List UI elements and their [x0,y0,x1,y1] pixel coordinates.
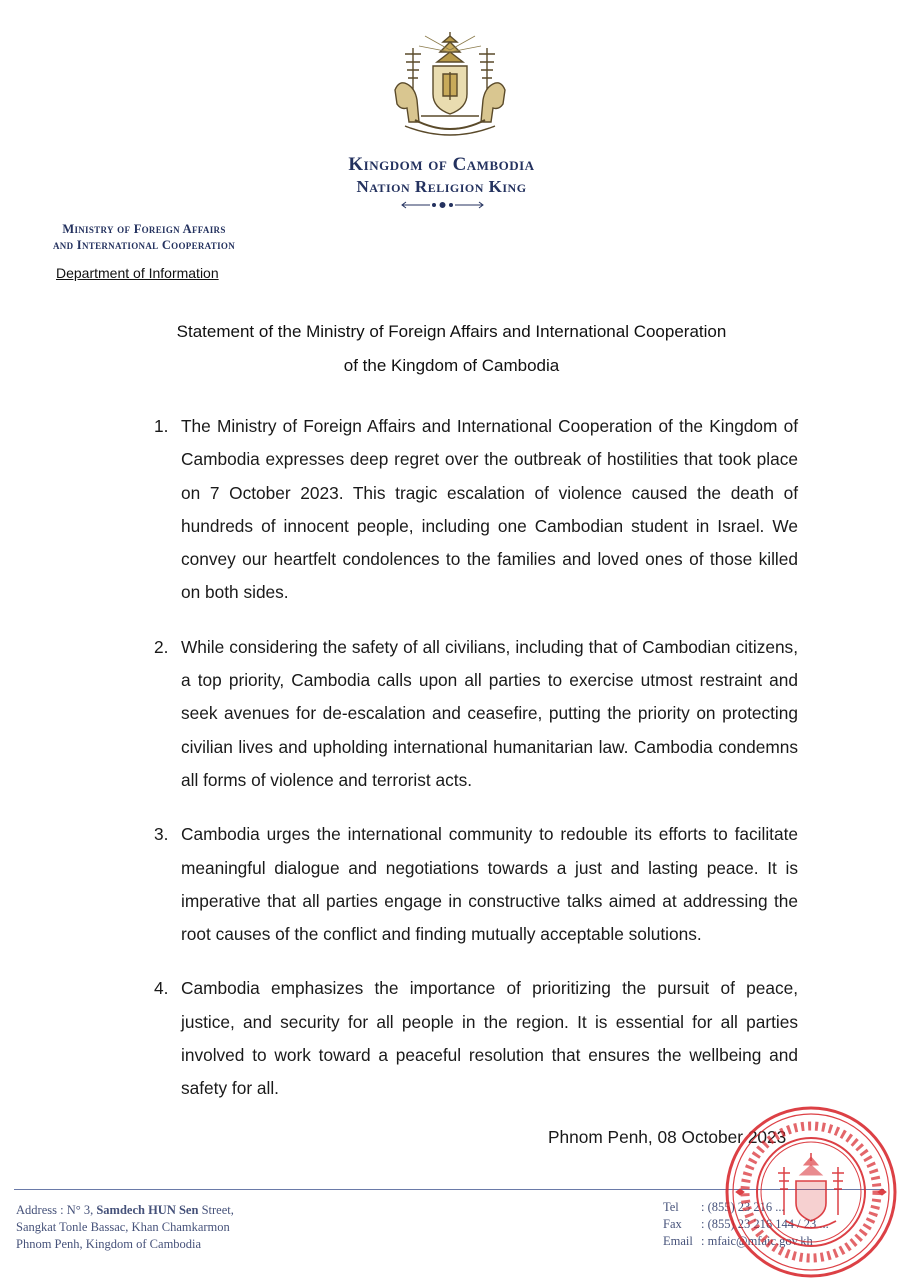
address-line2: Sangkat Tonle Bassac, Khan Chamkarmon [16,1220,230,1234]
fax-value: : (855) 23 216 144 / 23 ... [701,1217,829,1231]
list-item [150,818,798,951]
kingdom-title: Kingdom of Cambodia [348,154,535,175]
royal-coat-of-arms-icon [385,30,515,142]
ornament-divider-icon [400,199,485,211]
list-item [150,631,798,797]
address-line1 [16,1202,234,1219]
department-name: Department of Information [56,265,219,281]
list-item-number: 4. [154,978,169,999]
fax-label: Fax [663,1217,682,1231]
statement-title-line2: of the Kingdom of Cambodia [343,356,560,375]
address-street-suffix: Street, [198,1203,234,1217]
kingdom-header [250,154,633,197]
list-item-text: While considering the safety of all civilians, including that of Cambodian citizens, a top priority, Cambodia calls upon all parties to exercise utmost restraint and seek avenues for de-escalation and ceasefire, putting the priority on protecting civilian lives and upholding international humanitarian law. Cambodia condemns all forms of violence and terrorist acts. [181,636,798,790]
address-line3: Phnom Penh, Kingdom of Cambodia [16,1237,202,1251]
statement-list [150,410,798,1127]
tel-value: : (855) 23 216 ... [701,1200,785,1214]
address-prefix: Address : N° 3, [16,1203,97,1217]
list-item [150,410,798,610]
email-label: Email [663,1234,693,1248]
list-item-number: 3. [154,824,169,845]
footer-address [16,1202,234,1253]
ministry-header [14,222,274,253]
list-item-text: Cambodia emphasizes the importance of prioritizing the pursuit of peace, justice, and security for all people in the region. It is essential for all parties involved to work toward a peaceful resolution that ensures the wellbeing and safety for all. [181,978,798,1099]
list-item-number: 2. [154,636,169,657]
email-value: : mfaic@mfaic.gov.kh [701,1234,813,1248]
list-item [150,972,798,1105]
list-item-text: Cambodia urges the international community to redouble its efforts to facilitate meaningful dialogue and negotiations towards a just and lasting peace. It is imperative that all parties engage in constructive talks aimed at addressing the root causes of the conflict and finding mutually acceptable solutions. [181,824,798,945]
statement-title [100,315,803,383]
ministry-name-line1: Ministry of Foreign Affairs [62,222,226,236]
ministry-seal-icon [722,1103,900,1281]
ministry-name-line2: and International Cooperation [52,237,236,252]
list-item-number: 1. [154,416,169,436]
address-street-name: Samdech HUN Sen [96,1203,199,1217]
statement-title-line1: Statement of the Ministry of Foreign Affairs and International Cooperation [176,322,727,341]
tel-label: Tel [663,1200,679,1214]
list-item-text: The Ministry of Foreign Affairs and International Cooperation of the Kingdom of Cambodia expresses deep regret over the outbreak of hostilities that took place on 7 October 2023. This tragic escalation of violence caused the death of hundreds of innocent people, including one Cambodian student in Israel. We convey our heartfelt condolences to the families and loved ones of those killed on both sides. [181,416,798,603]
national-motto: Nation Religion King [356,176,527,196]
dateline: Phnom Penh, 08 October 2023 [548,1127,787,1147]
